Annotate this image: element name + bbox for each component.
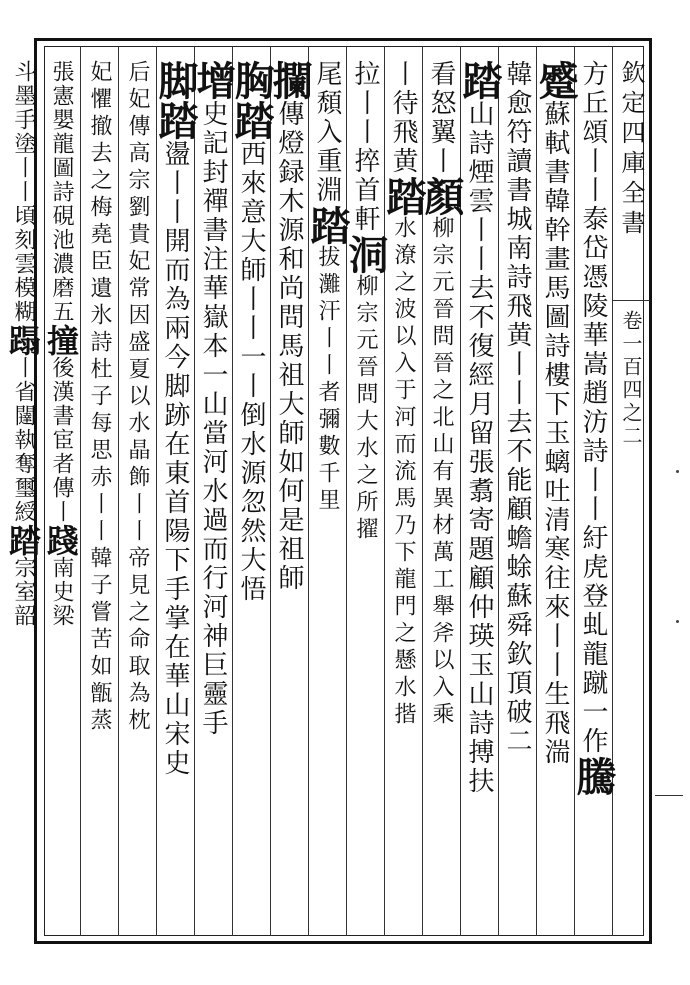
headword: 踐 xyxy=(42,524,80,556)
text-column: 方丘頌丨丨泰岱憑陵華嵩趙汸詩丨丨紆虎登虬龍蹴一作騰 xyxy=(570,60,617,796)
headword: 踏 xyxy=(456,60,503,100)
fold-line xyxy=(612,300,650,301)
headword: 騰 xyxy=(570,756,617,796)
headword: 洞 xyxy=(342,234,389,274)
text-column: 胸踏西來意大師丨丨一丨倒水源忽然大悟 xyxy=(228,60,275,604)
text-column: 攔傳燈録木源和尚問馬祖大師如何是祖師 xyxy=(266,60,313,593)
headword: 胸踏 xyxy=(228,60,275,140)
text-column: 后妃傳高宗劉貴妃常因盛夏以水晶飾丨丨帝見之命取為枕 xyxy=(125,60,150,735)
text-column: 妃懼撤去之梅堯臣遺氷詩杜子每思赤丨丨韓子嘗苦如甑蒸 xyxy=(87,60,112,735)
margin-mark xyxy=(655,795,683,796)
margin-dot xyxy=(676,620,679,623)
text-column: 看怒翼丨顏柳宗元晉問晉之北山有異材萬工舉斧以入乘 xyxy=(418,60,465,729)
text-column: 蹙蘇軾書韓幹畫馬圖詩樓下玉螭吐清寒往來丨丨生飛湍 xyxy=(532,60,579,767)
headword: 蹙 xyxy=(532,60,579,100)
headword: 踏 xyxy=(4,524,42,556)
text-column: 斗墨手塗丨丨頃刻雲模糊蹋丨省闥執奪璽綬踏宗室韶 xyxy=(4,60,42,628)
text-column: 尾頹入重淵踏拔灘汗丨丨者彌數千里 xyxy=(304,60,351,515)
volume-label: 卷一百四之二 xyxy=(619,310,643,448)
headword: 攔 xyxy=(266,60,313,100)
margin-dot xyxy=(676,470,679,473)
headword: 顏 xyxy=(418,176,465,216)
headword: 增 xyxy=(190,60,237,100)
text-column: 張憲嬰龍圖詩硯池濃磨五撞後漢書宦者傳丨踐南史梁 xyxy=(42,60,80,628)
text-column: 韓愈符讀書城南詩飛黄丨丨去不能顧蟾蜍蘇舜欽頂破二 xyxy=(502,60,532,756)
text-column: 增史記封禪書注華嶽本一山當河水過而行河神巨靈手 xyxy=(190,60,237,738)
headword: 踏 xyxy=(380,176,427,216)
headword: 踏 xyxy=(304,205,351,245)
book-title: 欽定四庫全書 xyxy=(617,60,645,240)
text-column: 丨待飛黄踏水潦之波以入于河而流馬乃下龍門之懸水揩 xyxy=(380,60,427,729)
headword: 脚踏 xyxy=(152,60,199,140)
headword: 撞 xyxy=(42,324,80,356)
text-column: 脚踏盪丨丨開而為兩今脚跡在東首陽下手掌在華山宋史 xyxy=(152,60,199,778)
text-column: 拉丨丨捽首軒洞柳宗元晉問大水之所擢 xyxy=(342,60,389,544)
text-column: 踏山詩煙雲丨丨去不復經月留張翥寄題顧仲瑛玉山詩搏扶 xyxy=(456,60,503,796)
headword: 蹋 xyxy=(4,324,42,356)
